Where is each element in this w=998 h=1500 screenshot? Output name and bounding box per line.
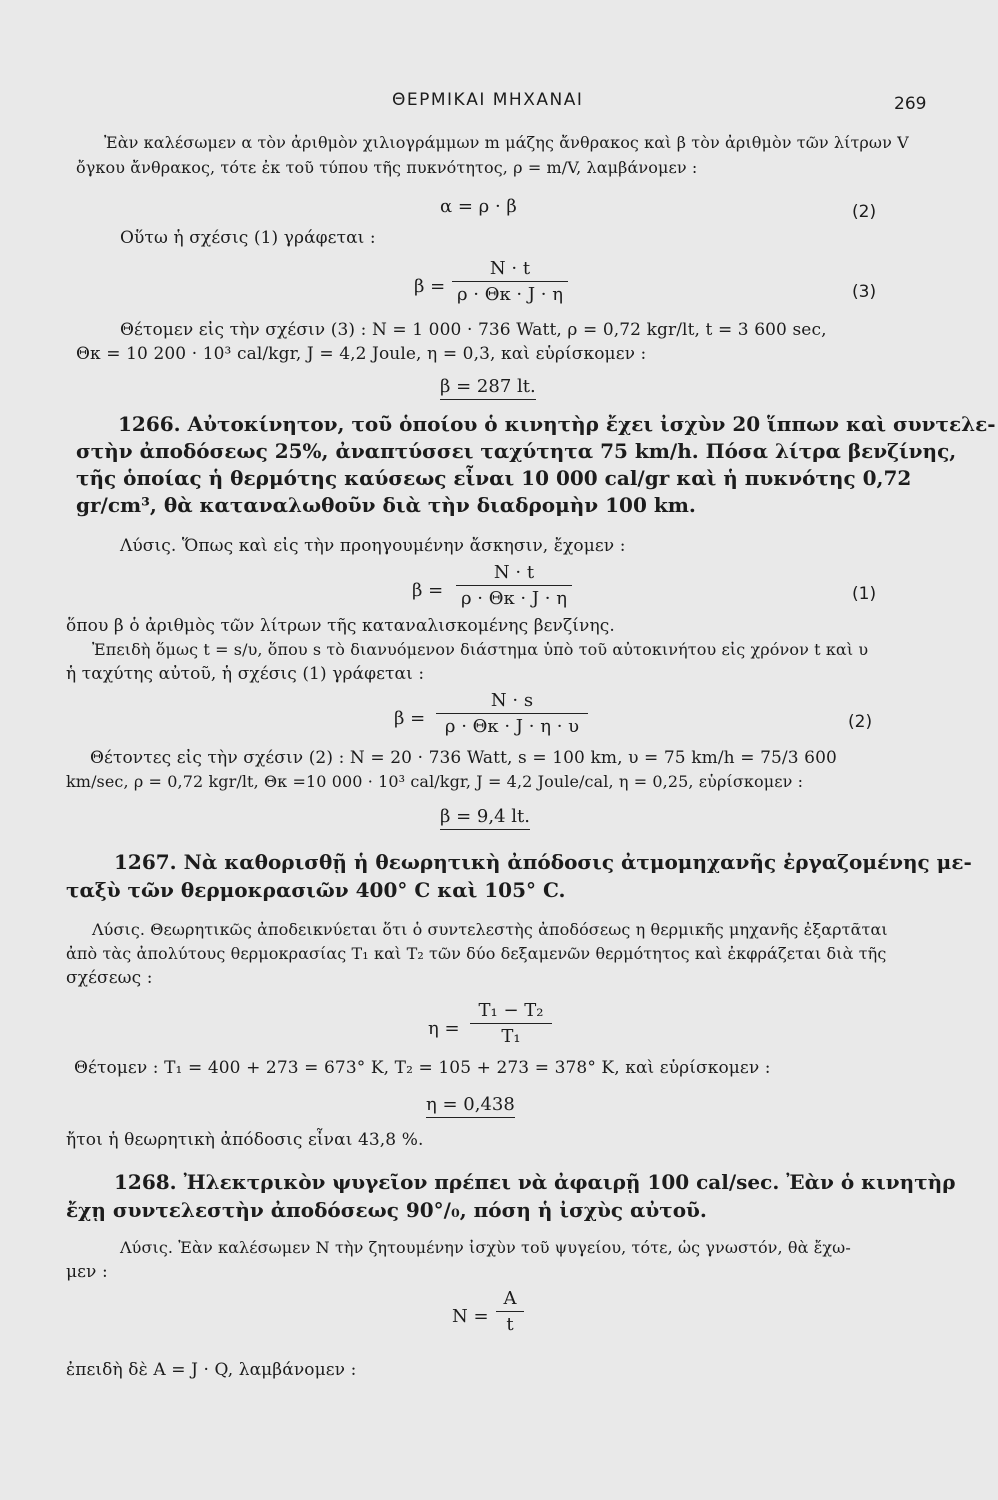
problem-1268-title-1: 1268. Ἠλεκτρικὸν ψυγεῖον πρέπει νὰ ἀφαιρῇ 100 cal/sec. Ἐὰν ὁ κινητὴρ [114, 1170, 956, 1194]
problem-1266-eq1-lhs: β = [412, 580, 444, 601]
problem-1266-title-4: gr/cm³, θὰ καταναλωθοῦν διὰ τὴν διαδρομὴν 100 km. [76, 493, 696, 517]
problem-1267-eq-denominator: T₁ [470, 1023, 552, 1047]
equation-3-fraction [452, 258, 568, 305]
equation-3-numerator: N · t [489, 258, 531, 279]
problem-1266-eq1-number: (1) [852, 584, 877, 604]
problem-1267-substitution: Θέτομεν : T₁ = 400 + 273 = 673° K, T₂ = 105 + 273 = 378° K, καὶ εὑρίσκομεν : [74, 1058, 771, 1078]
problem-1267-solution-3: σχέσεως : [66, 968, 153, 988]
intro-substitution-2: Θκ = 10 200 · 10³ cal/kgr, J = 4,2 Joule, η = 0,3, καὶ εὑρίσκομεν : [76, 344, 647, 364]
problem-1266-eq2-denominator: ρ · Θκ · J · η · υ [436, 713, 588, 737]
problem-1266-eq2-numerator: N · s [490, 690, 534, 711]
problem-1266-text-2: Ἐπειδὴ ὅμως t = s/υ, ὅπου s τὸ διανυόμενον διάστημα ὑπὸ τοῦ αὐτοκινήτου εἰς χρόνον t καὶ υ [92, 640, 869, 659]
problem-1267-conclusion: ἤτοι ἡ θεωρητικὴ ἀπόδοσις εἶναι 43,8 %. [66, 1130, 424, 1150]
problem-1266-eq2-number: (2) [848, 712, 873, 732]
intro-result: β = 287 lt. [440, 376, 536, 400]
problem-1266-solution-intro: Λύσις. Ὅπως καὶ εἰς τὴν προηγουμένην ἄσκησιν, ἔχομεν : [120, 536, 626, 556]
intro-substitution-1: Θέτομεν εἰς τὴν σχέσιν (3) : N = 1 000 · 736 Watt, ρ = 0,72 kgr/lt, t = 3 600 sec, [120, 320, 827, 340]
page-number: 269 [894, 94, 927, 114]
problem-1266-eq1-fraction [456, 562, 572, 609]
intro-line-1: Ἐὰν καλέσωμεν α τὸν ἀριθμὸν χιλιογράμμων m μάζης ἄνθρακος καὶ β τὸν ἀριθμὸν τῶν λίτρων V [104, 133, 909, 152]
problem-1267-eq-numerator: T₁ − T₂ [478, 1000, 544, 1021]
problem-1266-text-1: ὅπου β ὁ ἀριθμὸς τῶν λίτρων τῆς καταναλισκομένης βενζίνης. [66, 616, 615, 636]
problem-1266-text-3: ἡ ταχύτης αὐτοῦ, ἡ σχέσις (1) γράφεται : [66, 664, 425, 684]
problem-1266-substitution-1: Θέτοντες εἰς τὴν σχέσιν (2) : N = 20 · 736 Watt, s = 100 km, υ = 75 km/h = 75/3 600 [90, 748, 837, 768]
problem-1268-title-2: ἔχῃ συντελεστὴν ἀποδόσεως 90°/₀, πόση ἡ ἰσχὺς αὐτοῦ. [66, 1198, 707, 1222]
problem-1266-title-3: τῆς ὁποίας ἡ θερμότης καύσεως εἶναι 10 000 cal/gr καὶ ἡ πυκνότης 0,72 [76, 466, 912, 490]
problem-1266-substitution-2: km/sec, ρ = 0,72 kgr/lt, Θκ =10 000 · 10³ cal/kgr, J = 4,2 Joule/cal, η = 0,25, εὑρίσκομεν : [66, 772, 804, 791]
problem-1267-title-2: ταξὺ τῶν θερμοκρασιῶν 400° C καὶ 105° C. [66, 878, 566, 902]
problem-1266-eq1-numerator: N · t [493, 562, 535, 583]
problem-1267-result: η = 0,438 [426, 1094, 515, 1118]
problem-1268-solution-2: μεν : [66, 1262, 108, 1282]
intro-line-2: ὄγκου ἄνθρακος, τότε ἐκ τοῦ τύπου τῆς πυκνότητος, ρ = m/V, λαμβάνομεν : [76, 158, 698, 177]
problem-1266-eq2-lhs: β = [394, 708, 426, 729]
intro-so-text: Οὕτω ἡ σχέσις (1) γράφεται : [120, 228, 376, 248]
problem-1268-last-line: ἐπειδὴ δὲ A = J · Q, λαμβάνομεν : [66, 1360, 357, 1380]
equation-3-number: (3) [852, 282, 877, 302]
problem-1266-result: β = 9,4 lt. [440, 806, 530, 830]
running-header: ΘΕΡΜΙΚΑΙ ΜΗΧΑΝΑΙ [392, 90, 584, 110]
problem-1266-title-1: 1266. Αὐτοκίνητον, τοῦ ὁποίου ὁ κινητὴρ ἔχει ἰσχὺν 20 ἵππων καὶ συντελε- [118, 412, 996, 436]
equation-3-denominator: ρ · Θκ · J · η [452, 281, 568, 305]
problem-1266-eq1-denominator: ρ · Θκ · J · η [456, 585, 572, 609]
problem-1268-solution-1: Λύσις. Ἐὰν καλέσωμεν N τὴν ζητουμένην ἰσχὺν τοῦ ψυγείου, τότε, ὡς γνωστόν, θὰ ἔχω- [120, 1238, 851, 1257]
equation-3-lhs: β = [414, 276, 446, 297]
equation-2: α = ρ · β [440, 196, 517, 217]
problem-1267-solution-1: Λύσις. Θεωρητικῶς ἀποδεικνύεται ὅτι ὁ συντελεστὴς ἀποδόσεως η θερμικῆς μηχανῆς ἐξαρτᾶται [92, 920, 888, 939]
problem-1267-eq-fraction [470, 1000, 552, 1047]
problem-1267-solution-2: ἀπὸ τὰς ἀπολύτους θερμοκρασίας T₁ καὶ T₂ τῶν δύο δεξαμενῶν θερμότητος καὶ ἐκφράζεται διὰ τῆς [66, 944, 887, 963]
problem-1268-eq-denominator: t [496, 1311, 524, 1335]
problem-1266-title-2: στὴν ἀποδόσεως 25%, ἀναπτύσσει ταχύτητα 75 km/h. Πόσα λίτρα βενζίνης, [76, 439, 957, 463]
equation-2-number: (2) [852, 202, 877, 222]
problem-1268-eq-numerator: A [503, 1288, 517, 1309]
problem-1268-eq-lhs: N = [452, 1306, 489, 1327]
problem-1266-eq2-fraction [436, 690, 588, 737]
problem-1267-title-1: 1267. Νὰ καθορισθῇ ἡ θεωρητικὴ ἀπόδοσις ἀτμομηχανῆς ἐργαζομένης με- [114, 850, 972, 874]
problem-1267-eq-lhs: η = [428, 1018, 460, 1039]
problem-1268-eq-fraction [496, 1288, 524, 1335]
